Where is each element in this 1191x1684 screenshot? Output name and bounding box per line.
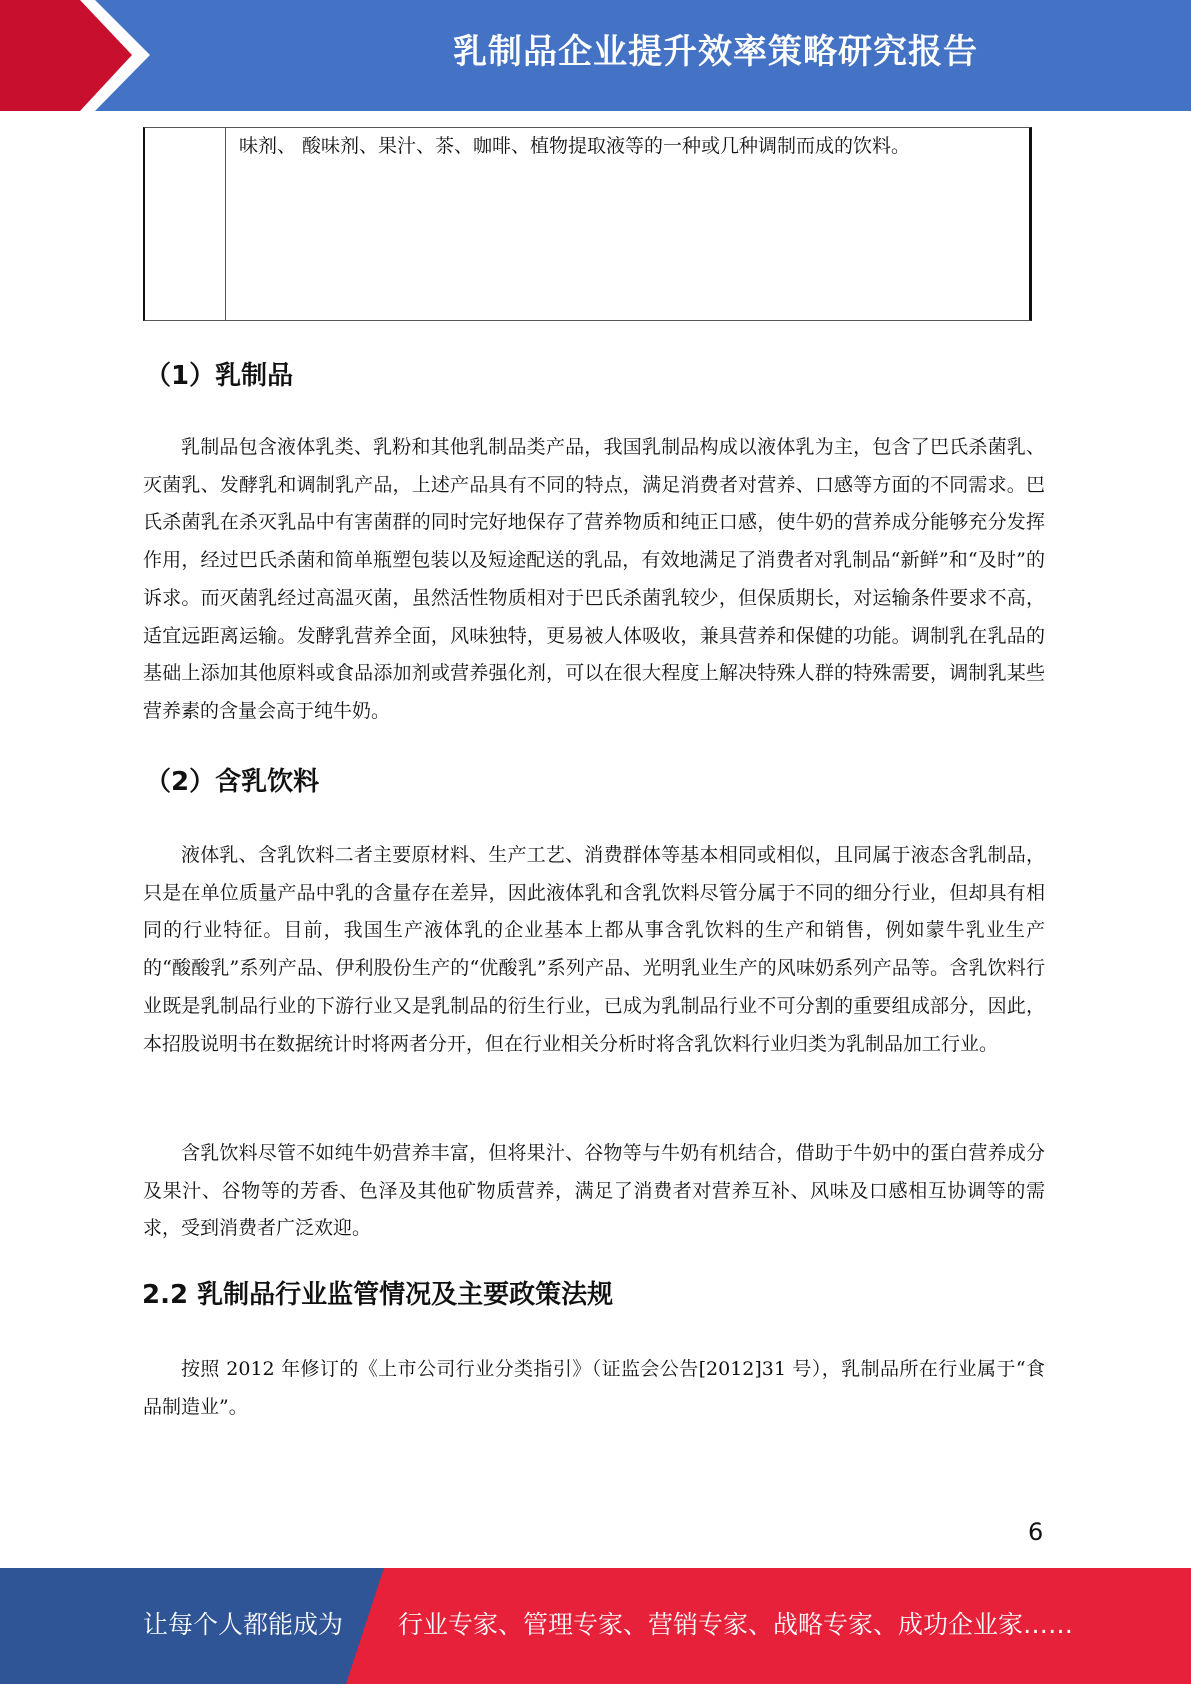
- paragraph: 乳制品包含液体乳类、乳粉和其他乳制品类产品，我国乳制品构成以液体乳为主，包含了巴氏杀菌乳、灭菌乳、发酵乳和调制乳产品，上述产品具有不同的特点，满足消费者对营养、口感等方面的不同需求。巴氏杀菌乳在杀灭乳品中有害菌群的同时完好地保存了营养物质和纯正口感，使牛奶的营养成分能够充分发挥作用，经过巴氏杀菌和简单瓶塑包装以及短途配送的乳品，有效地满足了消费者对乳制品“新鲜”和“及时”的诉求。而灭菌乳经过高温灭菌，虽然活性物质相对于巴氏杀菌乳较少，但保质期长，对运输条件要求不高，适宜远距离运输。发酵乳营养全面，风味独特，更易被人体吸收，兼具营养和保健的功能。调制乳在乳品的基础上添加其他原料或食品添加剂或营养强化剂，可以在很大程度上解决特殊人群的特殊需要，调制乳某些营养素的含量会高于纯牛奶。: [143, 436, 1045, 722]
- continuation-table: [143, 127, 1032, 321]
- footer-slogan-left: 让每个人都能成为: [143, 1610, 344, 1639]
- section-heading-milk-beverages: （2）含乳饮料: [145, 767, 320, 797]
- page-footer: [0, 1568, 1191, 1684]
- table-column-divider: [225, 128, 226, 320]
- header-chevron-decoration: [0, 0, 160, 111]
- paragraph: 液体乳、含乳饮料二者主要原材料、生产工艺、消费群体等基本相同或相似，且同属于液态含乳制品，只是在单位质量产品中乳的含量存在差异，因此液体乳和含乳饮料尽管分属于不同的细分行业，但却具有相同的行业特征。目前，我国生产液体乳的企业基本上都从事含乳饮料的生产和销售，例如蒙牛乳业生产的“酸酸乳”系列产品、伊利股份生产的“优酸乳”系列产品、光明乳业生产的风味奶系列产品等。含乳饮料行业既是乳制品行业的下游行业又是乳制品的衍生行业，已成为乳制品行业不可分割的重要组成部分，因此，本招股说明书在数据统计时将两者分开，但在行业相关分析时将含乳饮料行业归类为乳制品加工行业。: [143, 844, 1045, 1055]
- footer-slogan-right: 行业专家、管理专家、营销专家、战略专家、成功企业家……: [398, 1610, 1074, 1639]
- document-title: 乳制品企业提升效率策略研究报告: [453, 32, 978, 72]
- section-heading-regulation: 2.2 乳制品行业监管情况及主要政策法规: [142, 1280, 614, 1310]
- page-number: 6: [1028, 1518, 1044, 1546]
- table-cell: 味剂、 酸味剂、果汁、茶、咖啡、植物提取液等的一种或几种调制而成的饮料。: [239, 135, 911, 157]
- paragraph: 按照 2012 年修订的《上市公司行业分类指引》（证监会公告[2012]31 号），乳制品所在行业属于“食品制造业”。: [143, 1358, 1045, 1418]
- page-header: [0, 0, 1191, 111]
- paragraph: 含乳饮料尽管不如纯牛奶营养丰富，但将果汁、谷物等与牛奶有机结合，借助于牛奶中的蛋白营养成分及果汁、谷物等的芳香、色泽及其他矿物质营养，满足了消费者对营养互补、风味及口感相互协调等的需求，受到消费者广泛欢迎。: [143, 1142, 1045, 1240]
- section-heading-dairy-products: （1）乳制品: [145, 361, 294, 391]
